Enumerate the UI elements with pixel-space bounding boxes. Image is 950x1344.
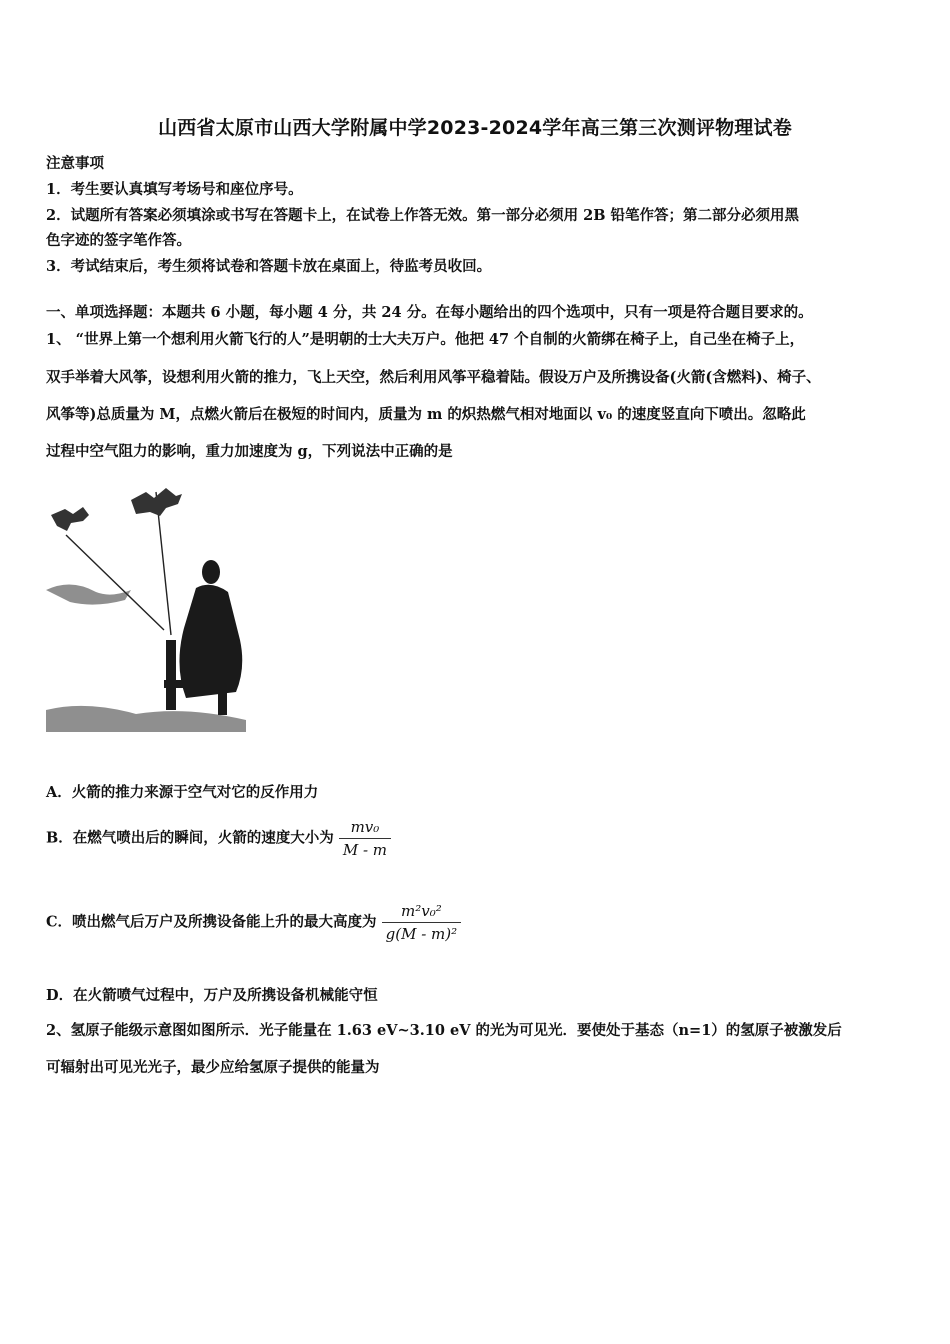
question-1-text: 1、 “世界上第一个想利用火箭飞行的人”是明朝的士大夫万户。他把 47 个自制的火箭绑在椅子上，自己坐在椅子上， [46, 331, 805, 348]
question-2-text: 可辐射出可见光光子，最少应给氢原子提供的能量为 [46, 1059, 380, 1076]
option-c-text: C．喷出燃气后万户及所携设备能上升的最大高度为 [46, 913, 377, 931]
notice-item: 2．试题所有答案必须填涂或书写在答题卡上，在试卷上作答无效。第一部分必须用 2B 铅笔作答；第二部分必须用黑 [46, 207, 800, 224]
option-a: A．火箭的推力来源于空气对它的反作用力 [46, 784, 319, 801]
option-d: D．在火箭喷气过程中，万户及所携设备机械能守恒 [46, 987, 378, 1004]
notice-item: 色字迹的签字笔作答。 [46, 232, 191, 249]
fraction-denominator: g(M - m)² [382, 922, 462, 943]
page-title: 山西省太原市山西大学附属中学2023-2024学年高三第三次测评物理试卷 [158, 117, 792, 139]
question-1-text: 风筝等)总质量为 M，点燃火箭后在极短的时间内，质量为 m 的炽热燃气相对地面以 v₀ 的速度竖直向下喷出。忽略此 [46, 406, 806, 423]
question-1-text: 过程中空气阻力的影响，重力加速度为 g，下列说法中正确的是 [46, 443, 453, 460]
option-b-fraction [339, 818, 391, 859]
option-b-text: B．在燃气喷出后的瞬间，火箭的速度大小为 [46, 829, 334, 847]
notice-item: 3．考试结束后，考生须将试卷和答题卡放在桌面上，待监考员收回。 [46, 258, 492, 275]
fraction-denominator: M - m [339, 838, 391, 859]
section-header: 一、单项选择题：本题共 6 小题，每小题 4 分，共 24 分。在每小题给出的四个选项中，只有一项是符合题目要求的。 [46, 304, 813, 321]
option-c-fraction [382, 902, 462, 943]
wan-hu-illustration [46, 480, 256, 742]
fraction-numerator: mv₀ [350, 818, 380, 836]
fraction-numerator: m²v₀² [400, 902, 442, 920]
question-2-text: 2、氢原子能级示意图如图所示．光子能量在 1.63 eV~3.10 eV 的光为可见光．要使处于基态（n=1）的氢原子被激发后 [46, 1022, 842, 1039]
question-1-text: 双手举着大风筝，设想利用火箭的推力，飞上天空，然后利用风筝平稳着陆。假设万户及所携设备(火箭(含燃料)、椅子、 [46, 369, 821, 386]
notice-item: 1．考生要认真填写考场号和座位序号。 [46, 181, 303, 198]
notice-heading: 注意事项 [46, 155, 104, 172]
option-c [46, 902, 461, 943]
option-b [46, 818, 391, 859]
